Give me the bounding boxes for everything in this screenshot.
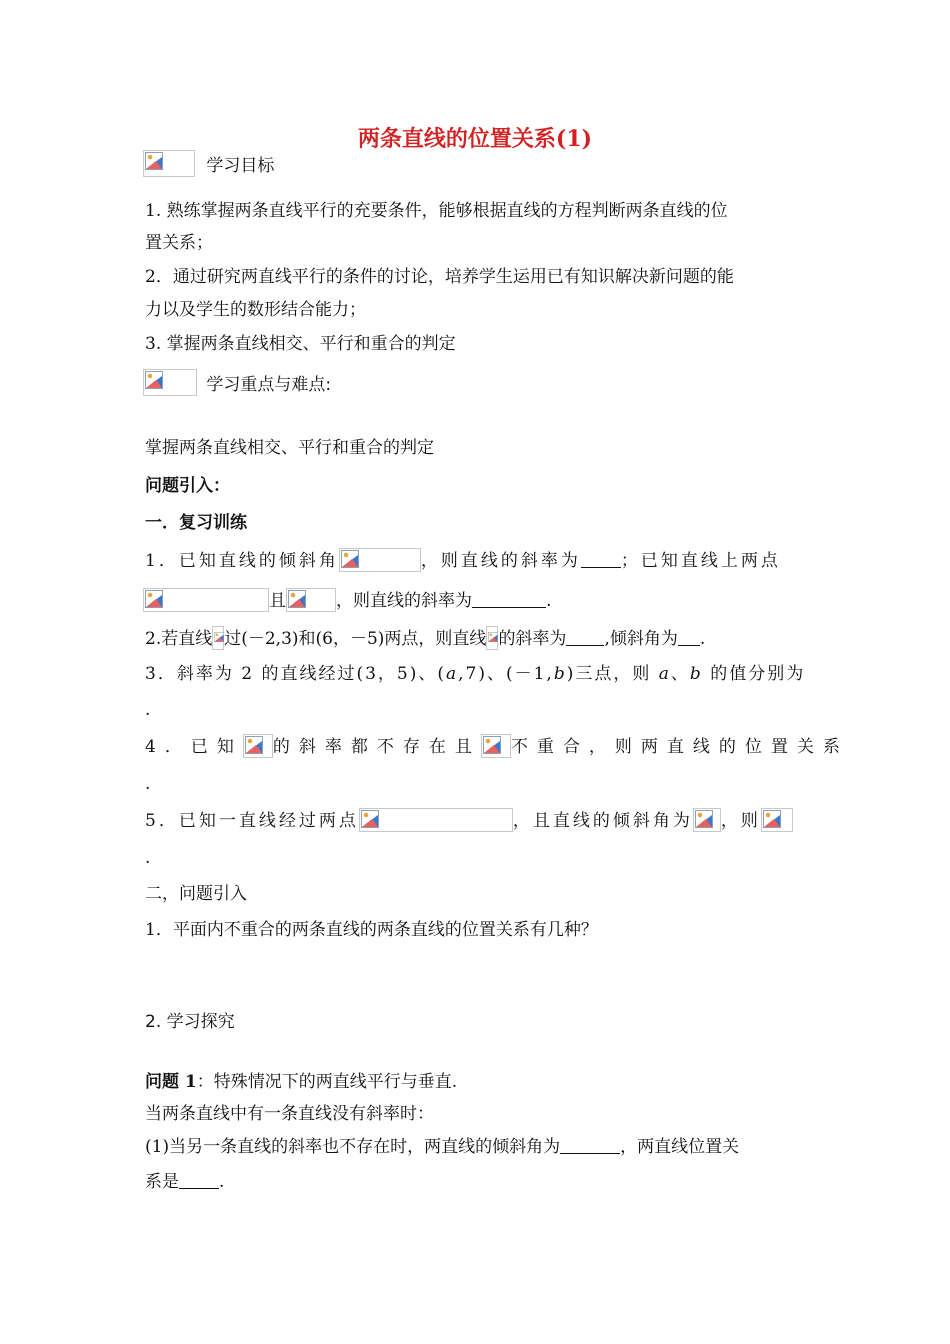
review-heading: 一．复习训练: [145, 513, 247, 533]
image-placeholder: [359, 808, 513, 832]
image-placeholder: [339, 548, 421, 572]
image-placeholder: [486, 626, 498, 650]
goal-line: 1. 熟练掌握两条直线平行的充要条件，能够根据直线的方程判断两条直线的位: [145, 201, 728, 221]
broken-image-icon: [214, 628, 224, 646]
image-placeholder: [143, 369, 197, 396]
image-placeholder: [243, 734, 273, 758]
goals-heading-row: [143, 150, 274, 178]
goal-line: 置关系；: [145, 233, 213, 253]
problem1-line3: (1)当另一条直线的斜率也不存在时，两直线的倾斜角为 ，两直线位置关: [145, 1137, 740, 1157]
review-q4-end: .: [145, 774, 151, 794]
focus-heading-row: [143, 369, 331, 397]
explore-heading: 2. 学习探究: [145, 1012, 235, 1032]
broken-image-icon: [145, 152, 163, 170]
answer-blank: [179, 1172, 219, 1189]
broken-image-icon: [695, 810, 713, 828]
review-q3: 3．斜率为 2 的直线经过(3，5)、(a,7)、(－1,b)三点，则 a、b 的值分别为: [145, 664, 806, 684]
broken-image-icon: [361, 810, 379, 828]
page-title: 两条直线的位置关系(1): [357, 126, 593, 152]
broken-image-icon: [145, 590, 163, 608]
goal-line: 2．通过研究两直线平行的条件的讨论，培养学生运用已有知识解决新问题的能: [145, 267, 734, 287]
image-placeholder: [143, 588, 269, 612]
problem1-title: 问题 1：特殊情况下的两直线平行与垂直.: [145, 1072, 458, 1092]
review-q4: 4．已知 的斜率都不存在且 不重合，则两直线的位置关系: [145, 734, 849, 759]
goals-heading: 学习目标: [206, 156, 275, 176]
answer-blank: [566, 629, 604, 646]
answer-blank: [560, 1137, 620, 1154]
image-placeholder: [212, 626, 224, 650]
review-q1-line1: 1．已知直线的倾斜角 ，则直线的斜率为 ；已知直线上两点: [145, 548, 781, 573]
image-placeholder: [761, 808, 793, 832]
goal-line: 力以及学生的数形结合能力；: [145, 300, 366, 320]
review-q5: 5．已知一直线经过两点 ，且直线的倾斜角为 ，则: [145, 808, 793, 833]
focus-text: 掌握两条直线相交、平行和重合的判定: [145, 438, 434, 458]
focus-heading: 学习重点与难点:: [206, 375, 332, 395]
broken-image-icon: [483, 736, 501, 754]
broken-image-icon: [341, 550, 359, 568]
review-q5-end: .: [145, 848, 151, 868]
review-q2: 2.若直线 过(－2,3)和(6，－5)两点，则直线 的斜率为 ,倾斜角为 .: [145, 626, 705, 651]
answer-blank: [581, 551, 621, 568]
review-q1-line2: 且 ，则直线的斜率为 .: [143, 588, 551, 613]
problem-intro-q1: 1．平面内不重合的两条直线的两条直线的位置关系有几种？: [145, 920, 598, 940]
intro-heading: 问题引入：: [145, 476, 230, 496]
review-q3-end: .: [145, 700, 151, 720]
image-placeholder: [481, 734, 511, 758]
broken-image-icon: [763, 810, 781, 828]
problem1-line4: 系是 .: [145, 1172, 225, 1192]
image-placeholder: [286, 588, 336, 612]
goal-line: 3. 掌握两条直线相交、平行和重合的判定: [145, 334, 456, 354]
broken-image-icon: [145, 371, 163, 389]
answer-blank: [472, 591, 546, 608]
image-placeholder: [143, 150, 195, 177]
answer-blank: [678, 629, 700, 646]
image-placeholder: [693, 808, 721, 832]
broken-image-icon: [245, 736, 263, 754]
problem1-line2: 当两条直线中有一条直线没有斜率时：: [145, 1104, 434, 1124]
broken-image-icon: [488, 628, 498, 646]
broken-image-icon: [288, 590, 306, 608]
problem-intro-heading: 二，问题引入: [145, 884, 247, 904]
